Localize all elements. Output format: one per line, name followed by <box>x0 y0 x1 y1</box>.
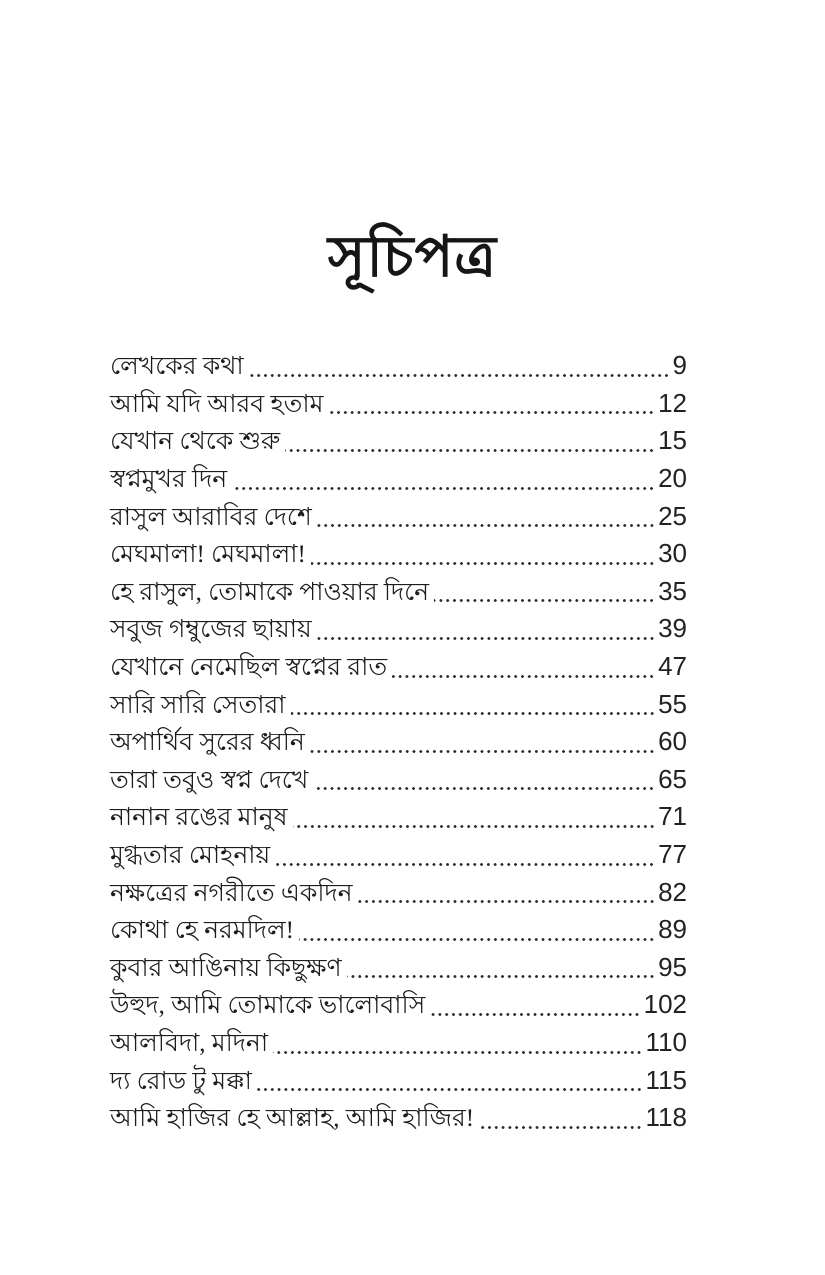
toc-entry <box>110 986 687 1024</box>
toc-entry-page: 25 <box>658 500 687 531</box>
toc-entry-page: 115 <box>645 1064 687 1095</box>
toc-entry-title: হে রাসুল, তোমাকে পাওয়ার দিনে <box>110 578 430 606</box>
toc-entry-page: 110 <box>645 1026 687 1057</box>
toc-entry-title: সবুজ গম্বুজের ছায়ায় <box>110 616 312 644</box>
toc-entry-page: 15 <box>658 425 687 456</box>
toc-entry-page: 20 <box>658 463 687 494</box>
toc-entry-page: 77 <box>658 838 687 869</box>
toc-entry-title: উহুদ, আমি তোমাকে ভালোবাসি <box>110 992 426 1020</box>
dot-leader <box>299 937 655 942</box>
dot-leader <box>293 824 656 829</box>
dot-leader <box>275 862 655 867</box>
toc-entry-page: 102 <box>643 989 687 1020</box>
toc-entry-page: 89 <box>658 914 687 945</box>
toc-entry-title: নক্ষত্রের নগরীতে একদিন <box>110 879 353 907</box>
toc-entry <box>110 836 687 874</box>
toc-entry-title: সারি সারি সেতারা <box>110 691 286 719</box>
page-title: সূচিপত্র <box>327 226 498 289</box>
toc-entry <box>110 1099 687 1137</box>
book-page <box>0 222 825 1275</box>
toc-entry <box>110 1062 687 1100</box>
toc-entry-title: আমি হাজির হে আল্লাহ, আমি হাজির! <box>110 1105 475 1133</box>
dot-leader <box>273 1050 642 1055</box>
toc-entry-page: 60 <box>658 726 687 757</box>
dot-leader <box>313 786 655 791</box>
toc-entry-page: 95 <box>658 951 687 982</box>
toc-entry <box>110 723 687 761</box>
toc-entry-page: 118 <box>645 1102 687 1133</box>
toc-list <box>110 347 687 1136</box>
toc-entry-title: যেখানে নেমেছিল স্বপ্নের রাত <box>110 654 388 681</box>
dot-leader <box>249 373 670 378</box>
toc-entry <box>110 911 687 949</box>
toc-entry <box>110 460 687 498</box>
toc-entry <box>110 949 687 987</box>
dot-leader <box>328 410 655 415</box>
toc-entry-title: মুগ্ধতার মোহনায় <box>110 841 271 869</box>
toc-entry-page: 35 <box>658 575 687 606</box>
dot-leader <box>358 899 656 904</box>
toc-entry-page: 82 <box>658 876 687 907</box>
toc-entry <box>110 874 687 912</box>
toc-entry-title: মেঘমালা! মেঘমালা! <box>110 541 306 569</box>
toc-entry-title: লেখকের কথা <box>110 353 244 381</box>
toc-entry-title: নানান রঙের মানুষ <box>110 804 288 832</box>
toc-entry-page: 47 <box>658 651 687 681</box>
toc-entry-page: 55 <box>658 688 687 719</box>
toc-entry-title: কোথা হে নরমদিল! <box>110 917 294 945</box>
toc-entry-page: 9 <box>672 350 687 381</box>
toc-entry <box>110 1024 687 1062</box>
toc-entry-page: 65 <box>658 763 687 794</box>
dot-leader <box>317 636 655 641</box>
toc-entry <box>110 498 687 536</box>
dot-leader <box>285 448 655 453</box>
toc-entry <box>110 347 687 385</box>
toc-entry <box>110 422 687 460</box>
dot-leader <box>311 561 655 566</box>
toc-entry <box>110 385 687 423</box>
toc-entry-title: তারা তবুও স্বপ্ন দেখে <box>110 766 309 794</box>
dot-leader <box>430 1012 640 1017</box>
toc-entry-title: কুবার আঙিনায় কিছুক্ষণ <box>110 954 342 982</box>
toc-entry <box>110 535 687 573</box>
toc-entry-title: স্বপ্নমুখর দিন <box>110 466 228 494</box>
toc-entry <box>110 686 687 724</box>
toc-entry-title: রাসুল আরাবির দেশে <box>110 503 312 531</box>
toc-entry-title: যেখান থেকে শুরু <box>110 428 281 456</box>
dot-leader <box>310 749 655 754</box>
dot-leader <box>347 974 655 979</box>
dot-leader <box>291 711 656 716</box>
toc-entry <box>110 761 687 799</box>
toc-entry-title: আলবিদা, মদিনা <box>110 1029 269 1057</box>
toc-entry-page: 71 <box>658 801 687 832</box>
toc-entry-page: 39 <box>658 613 687 644</box>
toc-entry <box>110 573 687 611</box>
dot-leader <box>434 598 655 603</box>
dot-leader <box>232 486 655 491</box>
toc-entry <box>110 798 687 836</box>
dot-leader <box>392 674 655 679</box>
toc-entry-title: দ্য রোড টু মক্কা <box>110 1067 252 1095</box>
toc-entry <box>110 648 687 686</box>
dot-leader <box>317 523 655 528</box>
toc-entry-title: আমি যদি আরব হতাম <box>110 390 324 418</box>
toc-entry-page: 30 <box>658 538 687 569</box>
toc-entry-title: অপার্থিব সুরের ধ্বনি <box>110 729 305 757</box>
dot-leader <box>257 1087 643 1092</box>
dot-leader <box>479 1125 642 1130</box>
toc-entry-page: 12 <box>658 387 687 418</box>
toc-entry <box>110 610 687 648</box>
